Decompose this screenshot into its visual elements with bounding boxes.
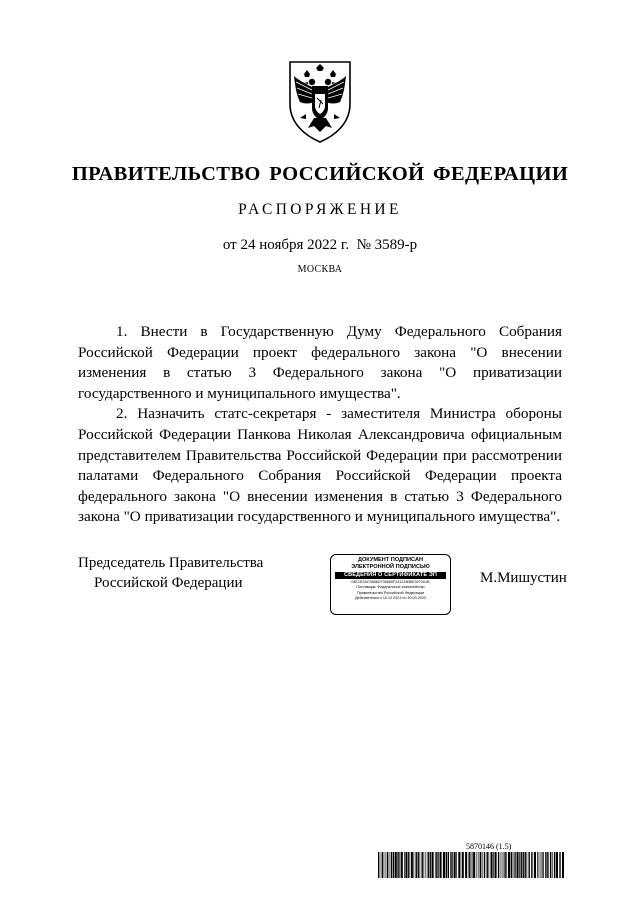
- electronic-signature-stamp: [330, 554, 451, 615]
- city: МОСКВА: [297, 264, 343, 275]
- stamp-line2: ЭЛЕКТРОННОЙ ПОДПИСЬЮ: [351, 564, 430, 570]
- signer-position: [78, 553, 263, 593]
- document-date: от 24 ноября 2022 г.: [222, 237, 350, 253]
- document-type: РАСПОРЯЖЕНИЕ: [238, 201, 402, 218]
- stamp-validity: Действителен с 10.12.2021 по 10.03.2023: [355, 595, 426, 600]
- stamp-line1: ДОКУМЕНТ ПОДПИСАН: [357, 557, 424, 563]
- document-number: № 3589-р: [356, 237, 418, 253]
- stamp-owner: Правительство Российской Федерации: [356, 590, 425, 595]
- paragraph-1: 1. Внести в Государственную Думу Федерального Собрания Российской Федерации проект федерального закона "О внесении изменения в статью 3 Федерального закона "О приватизации государственного и муниципального имущества".: [78, 323, 562, 402]
- stamp-serial: 04E1E2AC9486CF30680F2312180BE3972A1B: [351, 580, 430, 584]
- organization-title: ПРАВИТЕЛЬСТВО РОССИЙСКОЙ ФЕДЕРАЦИИ: [71, 163, 569, 185]
- stamp-issuer: Поставщик: Федеральное казначейство: [356, 585, 425, 590]
- barcode: [378, 852, 564, 878]
- date-number-line: [0, 237, 640, 254]
- coat-of-arms-emblem: [284, 58, 356, 144]
- signer-position-line2: Российской Федерации: [94, 575, 243, 591]
- signer-position-line1: Председатель Правительства: [78, 555, 264, 571]
- order-body: [78, 322, 562, 528]
- document-code: 5870146 (1.5): [466, 842, 512, 851]
- stamp-certificate-bar: СВЕДЕНИЯ О СЕРТИФИКАТЕ ЭП: [335, 572, 446, 579]
- signer-name: М.Мишустин: [480, 570, 567, 586]
- paragraph-2: 2. Назначить статс-секретаря - заместителя Министра обороны Российской Федерации Панкова Николая Александровича официальным представителем Правительства Российской Федерации при рассмотрении палатами Федерального Собрания Российской Федерации проекта федерального закона "О внесении изменения в статью 3 Федерального закона "О приватизации государственного и муниципального имущества".: [78, 405, 562, 526]
